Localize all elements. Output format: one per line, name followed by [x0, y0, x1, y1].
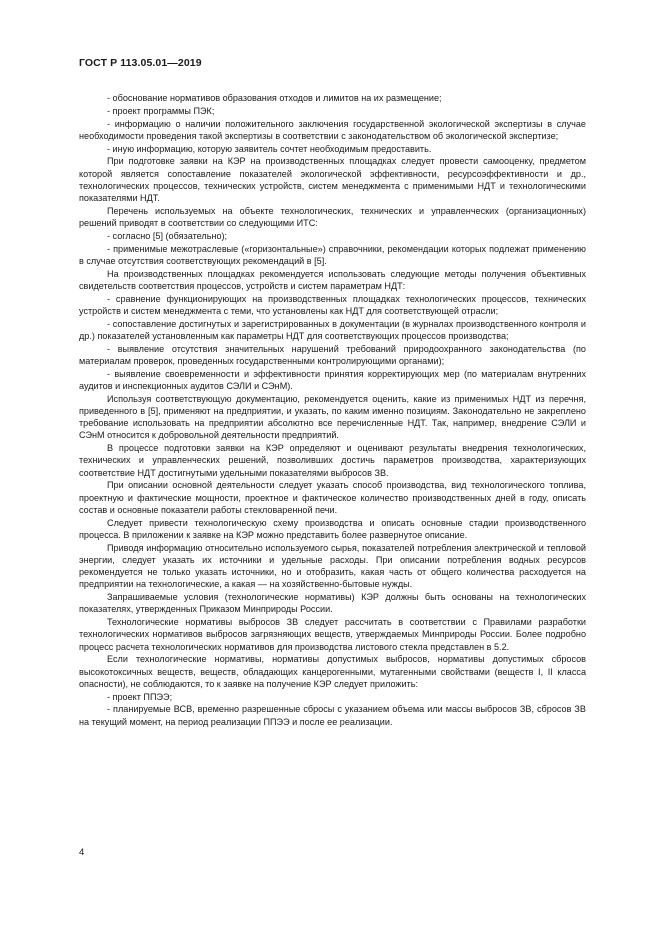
paragraph: - выявление отсутствия значительных нарушений требований природоохранного законодательства (по материалам проверок, проведенных государственными контролирующими органами);	[79, 343, 586, 366]
paragraph: - согласно [5] (обязательно);	[107, 230, 228, 241]
paragraph: - сравнение функционирующих на производственных площадках технологических процессов, технических устройств и систем менеджмента с теми, что установлены как НДТ для соответствующей отрасли;	[79, 293, 586, 316]
paragraph: При подготовке заявки на КЭР на производственных площадках следует провести самооценку, предметом которой является сопоставление показателей экологической эффективности, ресурсоэффективности и др., технологических процессов, технических устройств, систем менеджмента с применимыми НДТ и технологическими показателями НДТ.	[79, 156, 586, 203]
paragraph: На производственных площадках рекомендуется использовать следующие методы получения объективных свидетельств соответствия процессов, устройств и систем параметрам НДТ:	[79, 268, 586, 291]
paragraph: - иную информацию, которую заявитель сочтет необходимым предоставить.	[107, 143, 432, 154]
page-number: 4	[79, 847, 85, 858]
standard-header: ГОСТ Р 113.05.01—2019	[79, 57, 202, 69]
paragraph: - планируемые ВСВ, временно разрешенные сбросы с указанием объема или массы выбросов ЗВ, сбросов ЗВ на текущий момент, на период реализации ППЭЭ и после ее реализации.	[79, 704, 586, 727]
paragraph: - сопоставление достигнутых и зарегистрированных в документации (в журналах производственного контроля и др.) показателей установленным как параметры НДТ для соответствующих процессов производства;	[79, 318, 586, 341]
paragraph: Приводя информацию относительно используемого сырья, показателей потребления электрической и тепловой энергии, следует указать их источники и удельные расходы. При описании потребления водных ресурсов рекомендуется не только указать источники, но и отобразить, какая часть от общего количества расходуется на предприятии на технологические, а какая — на хозяйственно-бытовые нужды.	[79, 542, 586, 590]
paragraph: Запрашиваемые условия (технологические нормативы) КЭР должны быть основаны на технологических показателях, утвержденных Приказом Минприроды России.	[79, 592, 586, 615]
paragraph: - выявление своевременности и эффективности принятия корректирующих мер (по материалам внутренних аудитов и инспекционных аудитов СЭЛИ и СЭнМ).	[79, 368, 586, 391]
paragraph: Технологические нормативы выбросов ЗВ следует рассчитать в соответствии с Правилами разработки технологических нормативов выбросов загрязняющих веществ, утверждаемых Минприроды России. Более подробно процесс расчета технологических нормативов для производства листового стекла представлен в 5.2.	[79, 617, 586, 652]
paragraph: - информацию о наличии положительного заключения государственной экологической экспертизы в случае необходимости проведения такой экспертизы в соответствии с законодательством об экологической экспертизе;	[79, 118, 586, 141]
paragraph: Используя соответствующую документацию, рекомендуется оценить, какие из применимых НДТ из перечня, приведенного в [5], применяют на предприятии, и указать, по каким именно позициям. Законодательно не закреплено требование использовать на предприятии абсолютно все перечисленные НДТ. Так, например, внедрение СЭЛИ и СЭнМ относится к добровольной деятельности предприятий.	[79, 393, 586, 441]
paragraph: При описании основной деятельности следует указать способ производства, вид технологического топлива, проектную и фактические мощности, проектное и фактическое количество производственных дней в году, описать состав и основные показатели работы стекловаренной печи.	[79, 480, 586, 515]
paragraph: - применимые межотраслевые («горизонтальные») справочники, рекомендации которых подлежат применению в случае отсутствия соответствующих рекомендаций в [5].	[79, 243, 586, 266]
paragraph: В процессе подготовки заявки на КЭР определяют и оценивают результаты внедрения технологических, технических и управленческих решений, позволивших достичь параметров производства, характеризующих соответствие НДТ достигнутыми удельными показателями выбросов ЗВ.	[79, 443, 586, 478]
paragraph: - проект программы ПЭК;	[107, 105, 215, 116]
paragraph: - проект ППЭЭ;	[107, 691, 173, 702]
paragraph: Если технологические нормативы, нормативы допустимых выбросов, нормативы допустимых сбросов высокотоксичных веществ, веществ, обладающих канцерогенными, мутагенными свойствами (веществ I, II класса опасности), не соблюдаются, то к заявке на получение КЭР следует приложить:	[79, 654, 586, 689]
paragraph: - обоснование нормативов образования отходов и лимитов на их размещение;	[107, 93, 442, 103]
paragraph: Перечень используемых на объекте технологических, технических и управленческих (организационных) решений приводят в соответствии со следующими ИТС:	[79, 205, 586, 228]
paragraph: Следует привести технологическую схему производства и описать основные стадии производственного процесса. В приложении к заявке на КЭР можно представить более развернутое описание.	[79, 517, 586, 540]
document-body	[79, 92, 586, 728]
